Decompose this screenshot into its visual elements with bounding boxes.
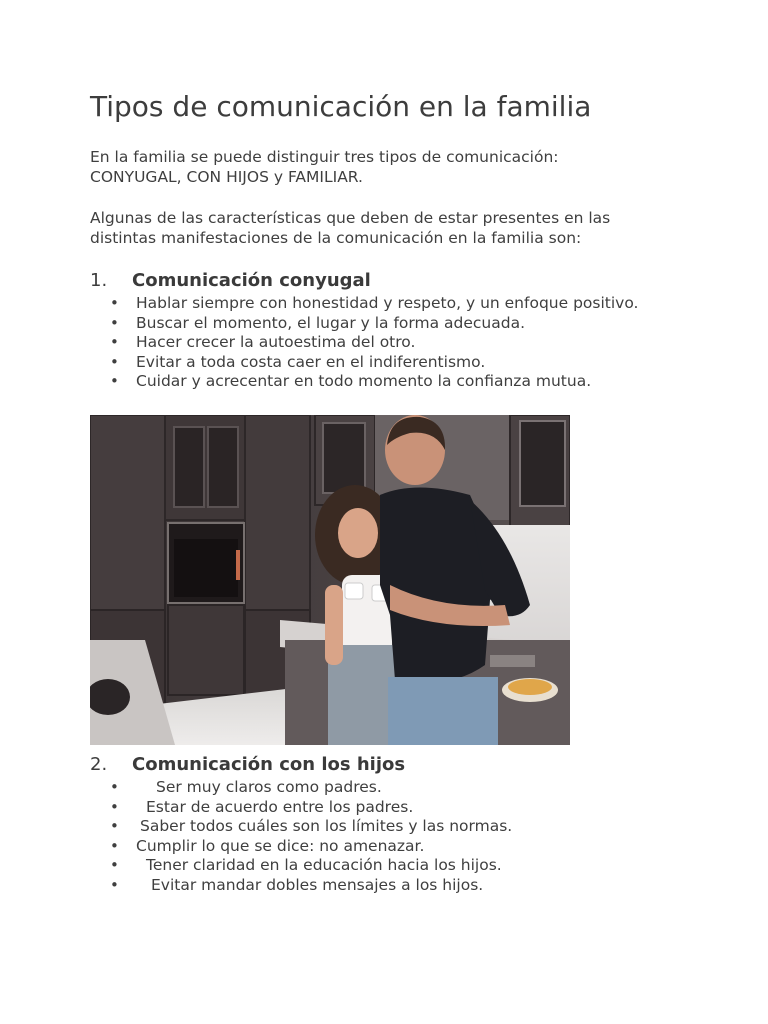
list-item [90, 333, 730, 353]
bullet-icon: • [110, 817, 119, 835]
intro-line-1: En la familia se puede distinguir tres tipos de comunicación: [90, 148, 559, 166]
list-item-text: Saber todos cuáles son los límites y las normas. [140, 817, 513, 835]
section-heading [90, 270, 730, 294]
list-item-text: Estar de acuerdo entre los padres. [146, 797, 414, 816]
list-item-text: Evitar a toda costa caer en el indiferentismo. [136, 352, 486, 371]
list-item-text: Hacer crecer la autoestima del otro. [136, 333, 416, 351]
list-item [90, 372, 730, 392]
list-item [90, 294, 730, 314]
bullet-icon: • [110, 294, 119, 312]
page-title: Tipos de comunicación en la familia [90, 90, 592, 123]
list-item-text: Buscar el momento, el lugar y la forma adecuada. [136, 313, 525, 332]
list-item [90, 353, 730, 373]
list-item-text: Evitar mandar dobles mensajes a los hijos. [151, 875, 484, 894]
bullet-icon: • [110, 797, 119, 816]
list-item [90, 837, 730, 857]
section-title: Comunicación con los hijos [132, 754, 406, 775]
list-item-text: Tener claridad en la educación hacia los hijos. [146, 856, 502, 874]
list-item [90, 778, 730, 798]
intro-line-2: CONYUGAL, CON HIJOS y FAMILIAR. [90, 168, 363, 186]
section-title: Comunicación conyugal [132, 270, 371, 291]
section-hijos [90, 754, 730, 895]
list-item-text: Cumplir lo que se dice: no amenazar. [136, 836, 425, 855]
bullet-list [90, 778, 730, 895]
characteristics-line-1: Algunas de las características que deben de estar presentes en las [90, 209, 611, 227]
section-heading [90, 754, 730, 778]
bullet-icon: • [110, 333, 119, 351]
bullet-icon: • [110, 836, 119, 855]
list-item [90, 314, 730, 334]
bullet-icon: • [110, 352, 119, 371]
list-item [90, 856, 730, 876]
bullet-icon: • [110, 856, 119, 874]
bullet-icon: • [110, 372, 119, 390]
list-item [90, 876, 730, 896]
section-number: 1. [90, 270, 108, 291]
list-item-text: Cuidar y acrecentar en todo momento la confianza mutua. [136, 372, 592, 390]
list-item [90, 817, 730, 837]
list-item [90, 798, 730, 818]
section-number: 2. [90, 754, 108, 775]
intro-paragraph [90, 147, 690, 187]
bullet-icon: • [110, 875, 119, 894]
list-item-text: Ser muy claros como padres. [156, 778, 382, 796]
couple-in-kitchen-photo [90, 415, 570, 745]
characteristics-paragraph [90, 208, 690, 248]
list-item-text: Hablar siempre con honestidad y respeto, y un enfoque positivo. [136, 294, 639, 312]
bullet-list [90, 294, 730, 392]
section-conyugal [90, 270, 730, 392]
bullet-icon: • [110, 778, 119, 796]
characteristics-line-2: distintas manifestaciones de la comunicación en la familia son: [90, 229, 582, 247]
bullet-icon: • [110, 313, 119, 332]
